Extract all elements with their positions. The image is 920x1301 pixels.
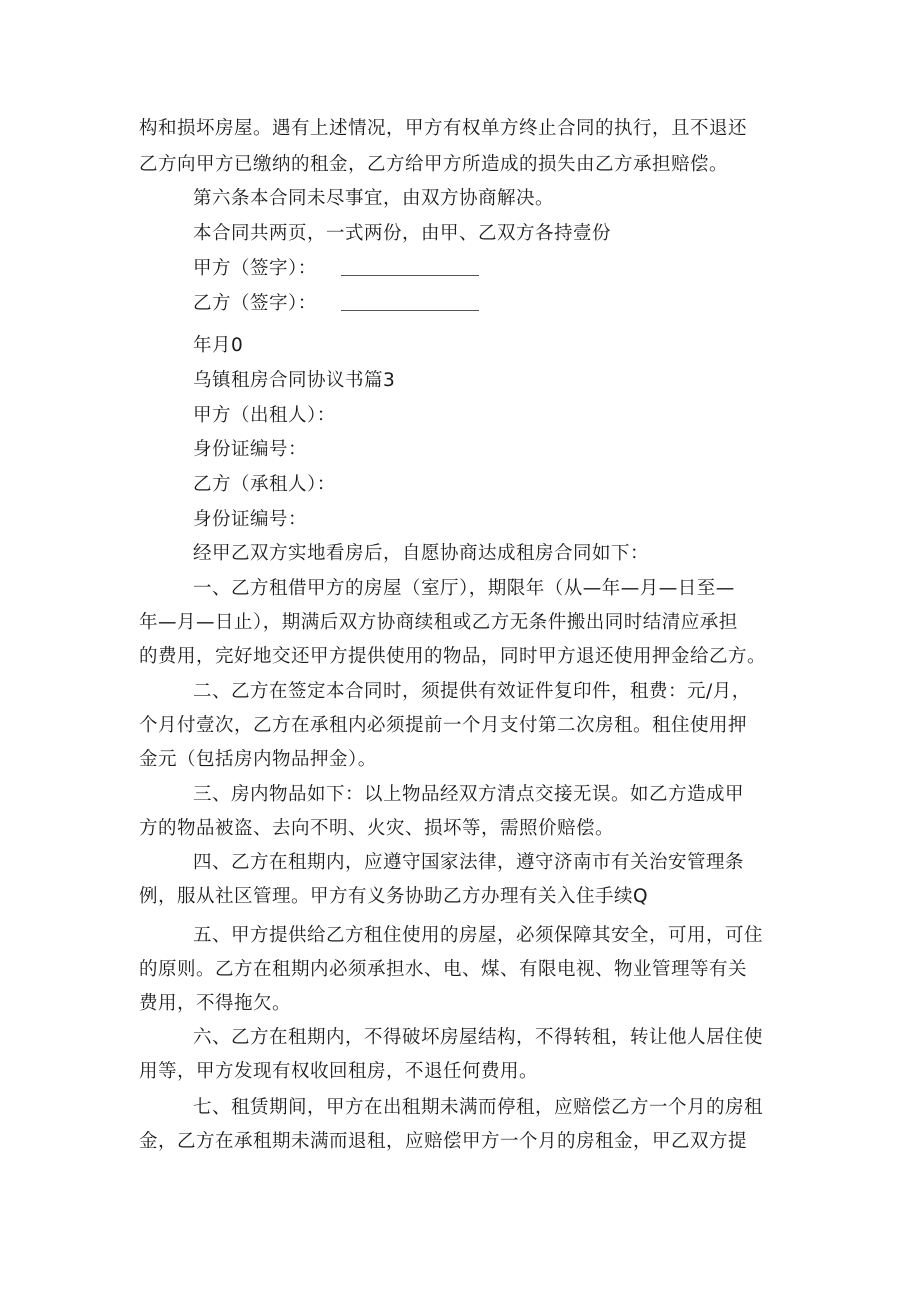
signature-blank-b: [341, 292, 479, 311]
date-line: 年月0: [193, 335, 244, 356]
section-title: 乌镇租房合同协议书篇3: [193, 370, 396, 391]
clause-4-line: 例，服从社区管理。甲方有义务协助乙方办理有关入住手续Q: [139, 886, 649, 907]
paragraph-line: 乙方向甲方已缴纳的租金，乙方给甲方所造成的损失由乙方承担赔偿。: [139, 154, 729, 175]
clause-1-line: 一、乙方租借甲方的房屋（室厅），期限年（从—年—月—日至—: [193, 578, 735, 599]
id-number-a: 身份证编号：: [193, 439, 308, 460]
signature-label-b: 乙方（签字）：: [193, 293, 317, 314]
clause-1-line: 年—月—日止），期满后双方协商续租或乙方无条件搬出同时结清应承担: [139, 612, 738, 633]
copies-statement: 本合同共两页，一式两份，由甲、乙双方各持壹份: [193, 223, 612, 244]
clause-4-line: 四、乙方在租期内，应遵守国家法律，遵守济南市有关治安管理条: [193, 852, 745, 873]
party-a-label: 甲方（出租人）：: [193, 405, 336, 426]
clause-3-line: 方的物品被盗、去向不明、火灾、损坏等，需照价赔偿。: [139, 818, 615, 839]
clause-1-line: 的费用，完好地交还甲方提供使用的物品，同时甲方退还使用押金给乙方。: [139, 646, 767, 667]
clause-5-line: 的原则。乙方在租期内必须承担水、电、煤、有限电视、物业管理等有关: [139, 959, 748, 980]
clause-6-line: 六、乙方在租期内，不得破坏房屋结构，不得转租，转让他人居住使: [193, 1027, 764, 1048]
article-six: 第六条本合同未尽事宜，由双方协商解决。: [193, 188, 555, 209]
id-number-b: 身份证编号：: [193, 509, 308, 530]
intro-line: 经甲乙双方实地看房后，自愿协商达成租房合同如下：: [193, 543, 650, 564]
signature-label-a: 甲方（签字）：: [193, 258, 317, 279]
signature-party-a: [193, 257, 479, 281]
party-b-label: 乙方（承租人）：: [193, 474, 336, 495]
paragraph-line: 构和损坏房屋。遇有上述情况，甲方有权单方终止合同的执行，且不退还: [139, 118, 748, 139]
clause-3-line: 三、房内物品如下：以上物品经双方清点交接无误。如乙方造成甲: [193, 784, 745, 805]
signature-party-b: [193, 292, 479, 316]
signature-blank-a: [341, 257, 479, 276]
clause-5-line: 费用，不得拖欠。: [139, 993, 292, 1014]
clause-7-line: 七、租赁期间，甲方在出租期未满而停租，应赔偿乙方一个月的房租: [193, 1097, 764, 1118]
clause-7-line: 金，乙方在承租期未满而退租，应赔偿甲方一个月的房租金，甲乙双方提: [139, 1131, 748, 1152]
clause-2-line: 金元（包括房内物品押金）。: [139, 749, 377, 770]
clause-2-line: 二、乙方在签定本合同时，须提供有效证件复印件，租费：元/月，: [193, 681, 751, 702]
clause-2-line: 个月付壹次，乙方在承租内必须提前一个月支付第二次房租。租住使用押: [139, 715, 748, 736]
clause-5-line: 五、甲方提供给乙方租住使用的房屋，必须保障其安全，可用，可住: [193, 925, 764, 946]
clause-6-line: 用等，甲方发现有权收回租房，不退任何费用。: [139, 1061, 539, 1082]
